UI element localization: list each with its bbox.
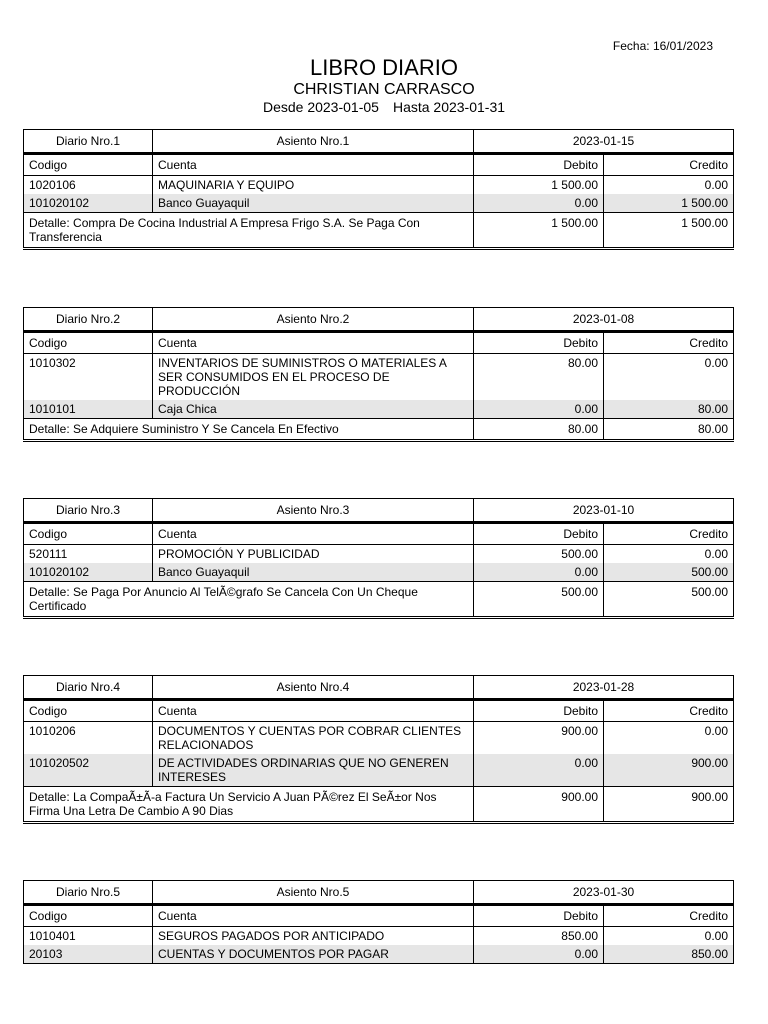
line-debito: 850.00 xyxy=(474,927,604,946)
entry-header xyxy=(24,499,734,523)
table-row xyxy=(24,176,734,195)
journal-entry-5 xyxy=(23,880,734,964)
range-from: Desde 2023-01-05 xyxy=(262,99,379,115)
line-codigo: 101020102 xyxy=(24,563,153,582)
column-headers xyxy=(24,700,734,722)
line-cuenta: Banco Guayaquil xyxy=(153,563,474,582)
col-credito: Credito xyxy=(604,523,734,545)
table-row xyxy=(24,754,734,787)
line-codigo: 1010206 xyxy=(24,722,153,755)
asiento-number: Asiento Nro.1 xyxy=(153,130,474,154)
line-debito: 900.00 xyxy=(474,722,604,755)
entry-detail: Detalle: Se Paga Por Anuncio Al TelÃ©grafo Se Cancela Con Un Cheque Certificado xyxy=(24,582,474,618)
col-codigo: Codigo xyxy=(24,700,153,722)
table-row xyxy=(24,354,734,401)
col-credito: Credito xyxy=(604,905,734,927)
line-codigo: 101020502 xyxy=(24,754,153,787)
table-row xyxy=(24,545,734,564)
line-codigo: 1010101 xyxy=(24,400,153,419)
entry-date: 2023-01-10 xyxy=(474,499,734,523)
line-cuenta: MAQUINARIA Y EQUIPO xyxy=(153,176,474,195)
line-cuenta: Caja Chica xyxy=(153,400,474,419)
col-codigo: Codigo xyxy=(24,332,153,354)
asiento-number: Asiento Nro.4 xyxy=(153,676,474,700)
table-row xyxy=(24,722,734,755)
line-credito: 0.00 xyxy=(604,545,734,564)
line-credito: 0.00 xyxy=(604,927,734,946)
col-codigo: Codigo xyxy=(24,523,153,545)
column-headers xyxy=(24,523,734,545)
table-row xyxy=(24,927,734,946)
entry-detail: Detalle: Se Adquiere Suministro Y Se Cancela En Efectivo xyxy=(24,419,474,441)
line-credito: 900.00 xyxy=(604,754,734,787)
col-credito: Credito xyxy=(604,700,734,722)
entry-header xyxy=(24,676,734,700)
line-cuenta: SEGUROS PAGADOS POR ANTICIPADO xyxy=(153,927,474,946)
entry-detail-row xyxy=(24,787,734,823)
line-credito: 1 500.00 xyxy=(604,194,734,213)
asiento-number: Asiento Nro.2 xyxy=(153,308,474,332)
asiento-number: Asiento Nro.5 xyxy=(153,881,474,905)
col-debito: Debito xyxy=(474,700,604,722)
line-codigo: 520111 xyxy=(24,545,153,564)
line-credito: 500.00 xyxy=(604,563,734,582)
total-credito: 900.00 xyxy=(604,787,734,823)
entry-detail: Detalle: Compra De Cocina Industrial A Empresa Frigo S.A. Se Paga Con Transferencia xyxy=(24,213,474,249)
col-debito: Debito xyxy=(474,154,604,176)
line-debito: 0.00 xyxy=(474,194,604,213)
col-cuenta: Cuenta xyxy=(153,700,474,722)
entry-date: 2023-01-08 xyxy=(474,308,734,332)
total-debito: 900.00 xyxy=(474,787,604,823)
entry-header xyxy=(24,130,734,154)
table-row xyxy=(24,945,734,964)
col-codigo: Codigo xyxy=(24,154,153,176)
diario-number: Diario Nro.4 xyxy=(24,676,153,700)
report-date: Fecha: 16/01/2023 xyxy=(612,39,713,53)
line-codigo: 101020102 xyxy=(24,194,153,213)
line-cuenta: Banco Guayaquil xyxy=(153,194,474,213)
line-debito: 80.00 xyxy=(474,354,604,401)
col-debito: Debito xyxy=(474,523,604,545)
entry-date: 2023-01-28 xyxy=(474,676,734,700)
entry-detail-row xyxy=(24,213,734,249)
entry-detail-row xyxy=(24,419,734,441)
total-credito: 500.00 xyxy=(604,582,734,618)
col-cuenta: Cuenta xyxy=(153,523,474,545)
entry-header xyxy=(24,881,734,905)
line-codigo: 1010401 xyxy=(24,927,153,946)
report-date-range xyxy=(0,99,768,115)
asiento-number: Asiento Nro.3 xyxy=(153,499,474,523)
diario-number: Diario Nro.3 xyxy=(24,499,153,523)
journal-entry-2 xyxy=(23,307,734,442)
total-debito: 80.00 xyxy=(474,419,604,441)
col-cuenta: Cuenta xyxy=(153,154,474,176)
col-cuenta: Cuenta xyxy=(153,905,474,927)
line-debito: 1 500.00 xyxy=(474,176,604,195)
col-debito: Debito xyxy=(474,905,604,927)
line-cuenta: DOCUMENTOS Y CUENTAS POR COBRAR CLIENTES RELACIONADOS xyxy=(153,722,474,755)
line-cuenta: INVENTARIOS DE SUMINISTROS O MATERIALES A SER CONSUMIDOS EN EL PROCESO DE PRODUCCIÓN xyxy=(153,354,474,401)
line-codigo: 1010302 xyxy=(24,354,153,401)
line-codigo: 20103 xyxy=(24,945,153,964)
table-row xyxy=(24,400,734,419)
column-headers xyxy=(24,332,734,354)
entry-date: 2023-01-30 xyxy=(474,881,734,905)
report-title: LIBRO DIARIO xyxy=(310,55,458,80)
total-debito: 500.00 xyxy=(474,582,604,618)
line-credito: 80.00 xyxy=(604,400,734,419)
entry-detail-row xyxy=(24,582,734,618)
entry-date: 2023-01-15 xyxy=(474,130,734,154)
line-cuenta: DE ACTIVIDADES ORDINARIAS QUE NO GENEREN INTERESES xyxy=(153,754,474,787)
line-credito: 0.00 xyxy=(604,176,734,195)
entry-header xyxy=(24,308,734,332)
line-cuenta: PROMOCIÓN Y PUBLICIDAD xyxy=(153,545,474,564)
journal-entry-3 xyxy=(23,498,734,619)
table-row xyxy=(24,563,734,582)
line-debito: 0.00 xyxy=(474,400,604,419)
journal-entry-4 xyxy=(23,675,734,824)
column-headers xyxy=(24,154,734,176)
col-codigo: Codigo xyxy=(24,905,153,927)
diario-number: Diario Nro.1 xyxy=(24,130,153,154)
col-cuenta: Cuenta xyxy=(153,332,474,354)
col-credito: Credito xyxy=(604,332,734,354)
line-debito: 0.00 xyxy=(474,754,604,787)
total-credito: 80.00 xyxy=(604,419,734,441)
line-codigo: 1020106 xyxy=(24,176,153,195)
line-debito: 0.00 xyxy=(474,945,604,964)
line-credito: 850.00 xyxy=(604,945,734,964)
table-row xyxy=(24,194,734,213)
col-credito: Credito xyxy=(604,154,734,176)
range-to: Hasta 2023-01-31 xyxy=(392,99,506,115)
line-debito: 0.00 xyxy=(474,563,604,582)
journal-entry-1 xyxy=(23,129,734,250)
line-credito: 0.00 xyxy=(604,354,734,401)
entry-detail: Detalle: La CompaÃ±Ã-a Factura Un Servicio A Juan PÃ©rez El SeÃ±or Nos Firma Una Letra De Cambio A 90 Dias xyxy=(24,787,474,823)
line-debito: 500.00 xyxy=(474,545,604,564)
diario-number: Diario Nro.2 xyxy=(24,308,153,332)
col-debito: Debito xyxy=(474,332,604,354)
total-debito: 1 500.00 xyxy=(474,213,604,249)
diario-number: Diario Nro.5 xyxy=(24,881,153,905)
column-headers xyxy=(24,905,734,927)
report-owner: CHRISTIAN CARRASCO xyxy=(293,81,475,98)
line-credito: 0.00 xyxy=(604,722,734,755)
line-cuenta: CUENTAS Y DOCUMENTOS POR PAGAR xyxy=(153,945,474,964)
total-credito: 1 500.00 xyxy=(604,213,734,249)
